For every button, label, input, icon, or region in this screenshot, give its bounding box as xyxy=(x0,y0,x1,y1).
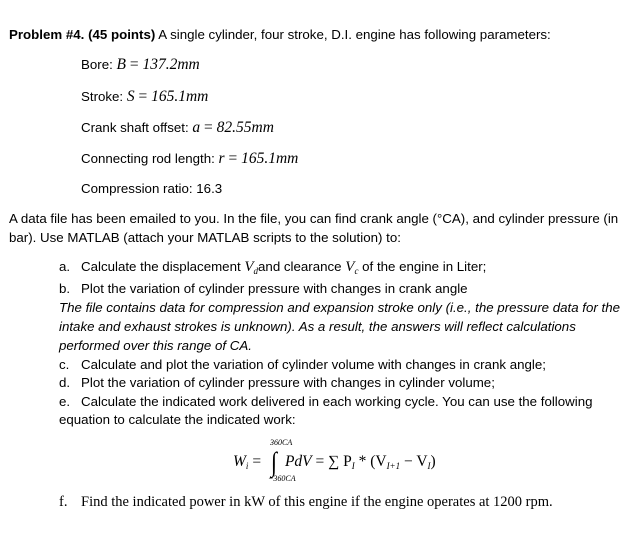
item-d-marker: d. xyxy=(59,375,71,390)
paragraph-line-1: A data file has been emailed to you. In the file, you can find crank angle (°CA), and cylinder pressure (in xyxy=(9,211,619,226)
param-label: Bore: xyxy=(81,57,113,72)
integral-sign: ∫ xyxy=(270,445,277,477)
item-a-mid: and clearance xyxy=(258,259,342,274)
integral-lower-limit: −360CA xyxy=(268,474,296,483)
work-symbol: $W_i$ xyxy=(233,453,249,471)
problem-title: Problem #4. (45 points) xyxy=(9,27,156,42)
work-formula xyxy=(233,445,436,477)
item-e: Calculate the indicated work delivered in each working cycle. You can use the following xyxy=(81,394,593,409)
item-b: Plot the variation of cylinder pressure with changes in crank angle xyxy=(81,281,468,296)
paragraph-line-2: bar). Use MATLAB (attach your MATLAB scripts to the solution) to: xyxy=(9,230,401,245)
item-e-line-2: equation to calculate the indicated work: xyxy=(59,412,296,427)
item-b-marker: b. xyxy=(59,281,71,296)
problem-intro: A single cylinder, four stroke, D.I. engine has following parameters: xyxy=(158,27,551,42)
param-math: a = 82.55mm xyxy=(192,119,274,136)
param-label: Compression ratio: 16.3 xyxy=(81,181,223,196)
integrand: PdV xyxy=(284,453,312,470)
item-a-post: of the engine in Liter; xyxy=(362,259,487,274)
item-f: Find the indicated power in kW of this engine if the engine operates at 1200 rpm. xyxy=(81,494,553,510)
item-c: Calculate and plot the variation of cylinder volume with changes in crank angle; xyxy=(81,357,546,372)
item-a-pre: Calculate the displacement xyxy=(81,259,241,274)
param-bore xyxy=(81,56,200,74)
equals-sign: = xyxy=(252,453,262,470)
param-math: r = 165.1mm xyxy=(218,150,299,167)
note-line-3: performed over this range of CA. xyxy=(59,338,252,353)
param-math: B = 137.2mm xyxy=(116,56,200,73)
sum-part: = ∑ $P_I * (V_{I+1} - V_I)$ xyxy=(315,453,436,471)
param-label: Crank shaft offset: xyxy=(81,120,189,135)
item-d: Plot the variation of cylinder pressure with changes in cylinder volume; xyxy=(81,375,495,390)
item-a xyxy=(81,259,486,276)
vc-symbol: $V_c$ xyxy=(345,259,359,276)
item-c-marker: c. xyxy=(59,357,70,372)
vd-symbol: $V_d$ xyxy=(244,259,259,276)
note-line-1: The file contains data for compression and expansion stroke only (i.e., the pressure data for the xyxy=(59,300,620,315)
problem-header xyxy=(9,27,551,42)
item-f-marker: f. xyxy=(59,494,68,510)
param-stroke xyxy=(81,88,208,106)
note-line-2: intake and exhaust strokes is unknown). As a result, the answers will reflect calculations xyxy=(59,319,576,334)
param-label: Stroke: xyxy=(81,89,124,104)
param-rod-length xyxy=(81,150,298,168)
item-e-marker: e. xyxy=(59,394,71,409)
param-label: Connecting rod length: xyxy=(81,151,215,166)
param-crank-offset xyxy=(81,119,274,137)
param-math: S = 165.1mm xyxy=(126,88,209,105)
param-compression-ratio xyxy=(81,181,222,196)
integral-upper-limit: 360CA xyxy=(270,438,293,447)
item-a-marker: a. xyxy=(59,259,71,274)
